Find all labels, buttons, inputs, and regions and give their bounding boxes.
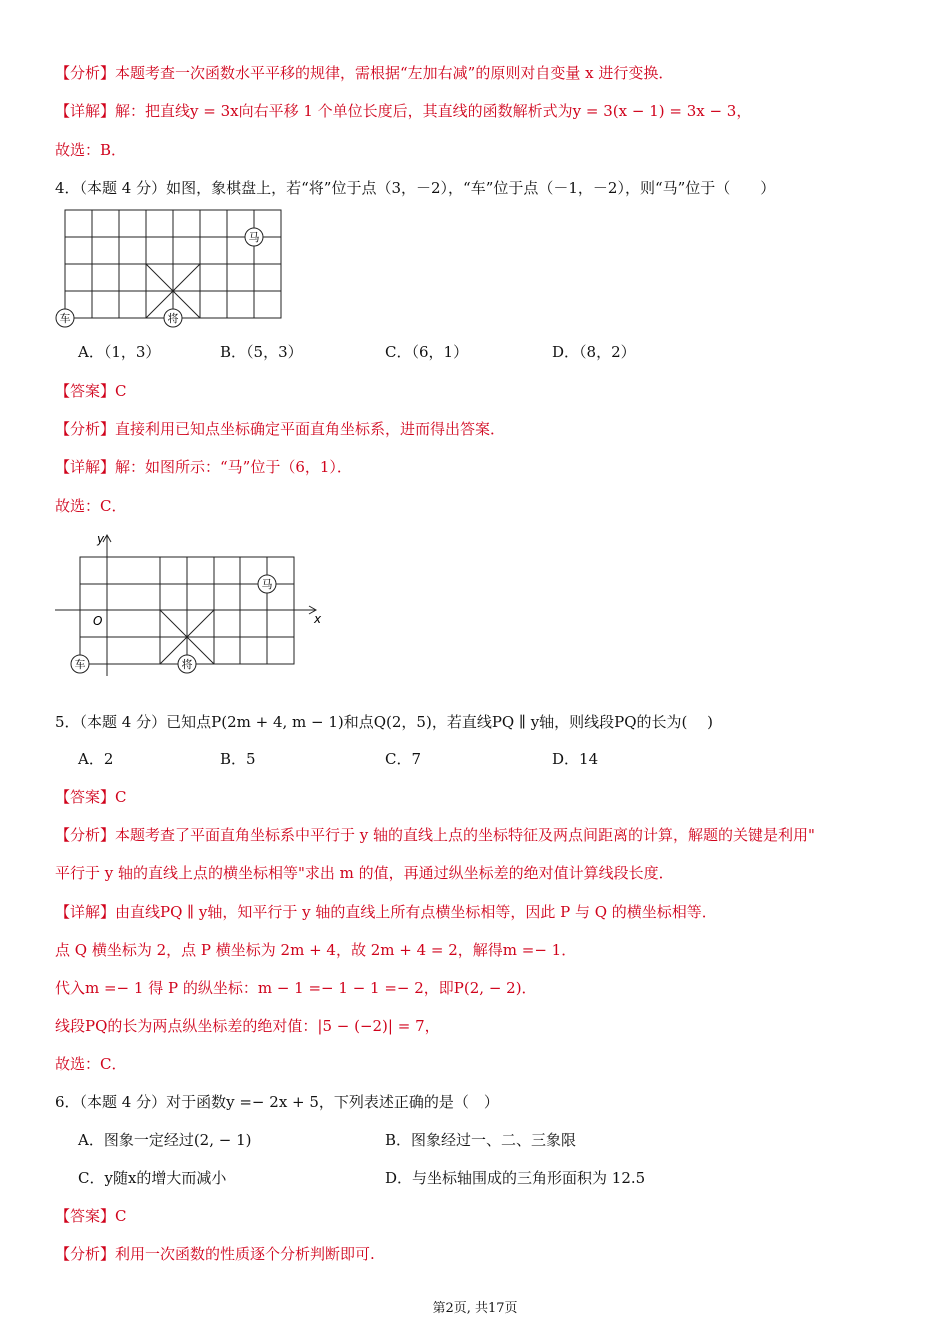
- piece-che: [56, 309, 74, 327]
- q5-detail-line-1: 【详解】由直线PQ ∥ y轴，知平行于 y 轴的直线上所有点横坐标相等，因此 P 与 Q 的横坐标相等．: [55, 903, 717, 921]
- piece-ma: [245, 228, 263, 246]
- piece-jiang-coord-label: 将: [181, 658, 193, 671]
- coordinate-chessboard-figure: [50, 530, 340, 680]
- q4-answer: 【答案】C: [55, 382, 127, 400]
- q6-option-c: C．y随x的增大而减小: [78, 1169, 227, 1187]
- q6-option-a: A．图象一定经过(2, − 1): [78, 1131, 252, 1149]
- q5-detail-line-3: 代入m =− 1 得 P 的纵坐标：m − 1 =− 1 − 1 =− 2，即P(2, − 2)．: [55, 979, 537, 997]
- q4-detail: 【详解】解：如图所示：“马”位于（6，1）．: [55, 458, 352, 476]
- piece-che-label: 车: [59, 312, 71, 325]
- q5-stem: 5．（本题 4 分）已知点P(2m + 4, m − 1)和点Q(2，5)，若直线PQ ∥ y轴，则线段PQ的长为( ): [55, 713, 714, 731]
- q6-stem: 6．（本题 4 分）对于函数y =− 2x + 5，下列表述正确的是（ ）: [55, 1093, 499, 1111]
- x-axis-label: x: [314, 612, 322, 626]
- piece-jiang-coord: [178, 655, 196, 673]
- piece-che-coord: [71, 655, 89, 673]
- q6-analysis: 【分析】利用一次函数的性质逐个分析判断即可.: [55, 1245, 375, 1263]
- q4-option-a: A．（1，3）: [78, 343, 161, 361]
- origin-label: O: [93, 614, 103, 628]
- q5-option-d: D．14: [552, 750, 599, 768]
- q3-analysis: 【分析】本题考查一次函数水平平移的规律，需根据“左加右减”的原则对自变量 x 进行变换．: [55, 64, 674, 82]
- piece-ma-coord-label: 马: [261, 578, 273, 591]
- piece-che-coord-label: 车: [74, 658, 86, 671]
- q6-answer: 【答案】C: [55, 1207, 127, 1225]
- q5-detail-line-2: 点 Q 横坐标为 2，点 P 横坐标为 2m + 4，故 2m + 4 = 2，解得m =− 1．: [55, 941, 577, 959]
- q4-analysis: 【分析】直接利用已知点坐标确定平面直角坐标系，进而得出答案．: [55, 420, 506, 438]
- q3-detail: 【详解】解：把直线y = 3x向右平移 1 个单位长度后，其直线的函数解析式为y = 3(x − 1) = 3x − 3，: [55, 102, 752, 120]
- x-axis: [55, 606, 316, 614]
- y-axis-label: y: [97, 532, 105, 546]
- q5-option-b: B．5: [220, 750, 256, 768]
- q5-option-a: A．2: [78, 750, 114, 768]
- q5-conclusion: 故选：C．: [55, 1055, 127, 1073]
- piece-jiang-label: 将: [167, 312, 179, 325]
- piece-ma-coord: [258, 575, 276, 593]
- page-footer: 第2页, 共17页: [432, 1301, 518, 1316]
- q4-option-b: B．（5，3）: [220, 343, 303, 361]
- q4-stem: 4．（本题 4 分）如图，象棋盘上，若“将”位于点（3，－2），“车”位于点（－1，－2），则“马”位于（ ）: [55, 179, 776, 197]
- q4-option-d: D．（8，2）: [552, 343, 636, 361]
- q5-option-c: C．7: [385, 750, 422, 768]
- y-axis: [103, 535, 111, 676]
- piece-jiang: [164, 309, 182, 327]
- q5-answer: 【答案】C: [55, 788, 127, 806]
- piece-ma-label: 马: [248, 231, 260, 244]
- q6-option-b: B．图象经过一、二、三象限: [385, 1131, 577, 1149]
- q4-conclusion: 故选：C．: [55, 497, 127, 515]
- q5-analysis-line-1: 【分析】本题考查了平面直角坐标系中平行于 y 轴的直线上点的坐标特征及两点间距离的计算，解题的关键是利用": [55, 826, 815, 844]
- q3-conclusion: 故选：B．: [55, 141, 127, 159]
- chessboard-grid: [65, 210, 281, 318]
- q6-option-d: D．与坐标轴围成的三角形面积为 12.5: [385, 1169, 646, 1187]
- q4-option-c: C．（6，1）: [385, 343, 469, 361]
- q5-analysis-line-2: 平行于 y 轴的直线上点的横坐标相等"求出 m 的值，再通过纵坐标差的绝对值计算线段长度．: [55, 864, 674, 882]
- chessboard-figure: [50, 200, 290, 330]
- q5-detail-line-4: 线段PQ的长为两点纵坐标差的绝对值：|5 − (−2)| = 7，: [55, 1017, 440, 1035]
